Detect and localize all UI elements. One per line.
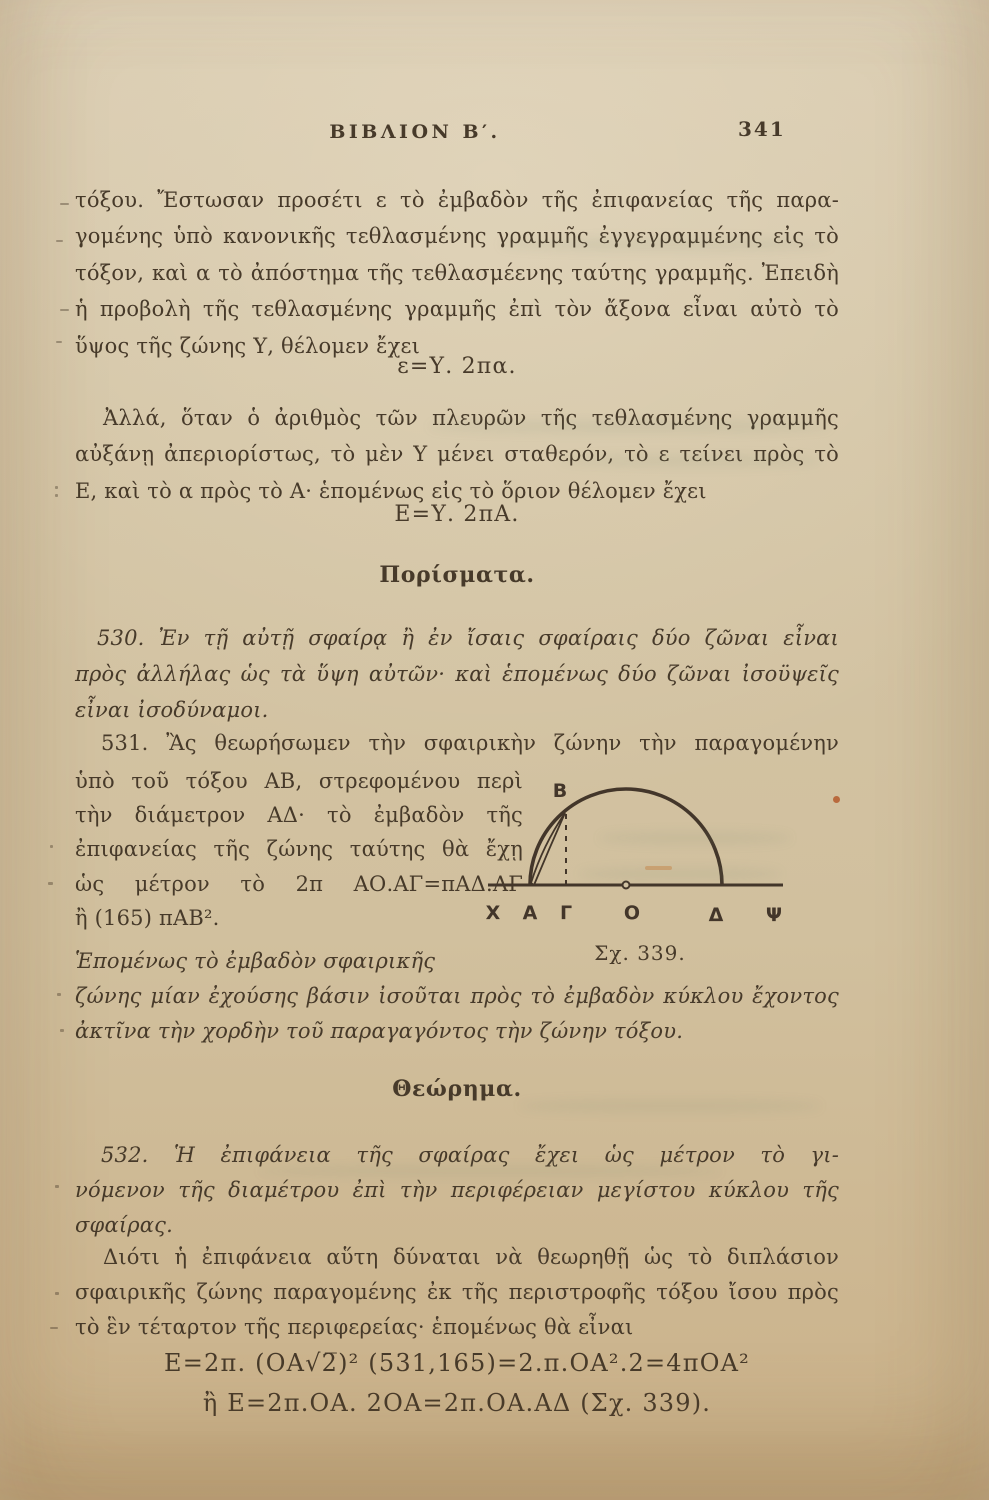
margin-mark (60, 203, 69, 205)
margin-mark (55, 494, 58, 497)
formula-sphere-surface-alt: ἢ Ε=2π.ΟΑ. 2ΟΑ=2π.ΟΑ.ΑΔ (Σχ. 339). (202, 1389, 712, 1417)
formula-zone-limit-lowercase: ε=Υ. 2πα. (397, 354, 517, 379)
paragraph-limit-argument (75, 400, 839, 509)
text-line: τὴν διάμετρον ΑΔ· τὸ ἐμβαδὸν τῆς (75, 803, 523, 828)
text-line: ἡ προβολὴ τῆς τεθλασμένης γραμμῆς ἐπὶ τὸν ἄξονα εἶναι αὐτὸ τὸ (75, 297, 839, 322)
paragraph-continuation (75, 182, 839, 364)
figure-label-x: Χ (485, 902, 501, 924)
paragraph-531-first-line (75, 726, 839, 760)
figure-caption: Σχ. 339. (594, 941, 686, 965)
margin-mark (50, 1327, 58, 1329)
margin-mark (55, 1292, 59, 1295)
text-line: ὡς μέτρον τὸ 2π ΑΟ.ΑΓ=πΑΔ.ΑΓ (75, 871, 523, 896)
margin-mark (57, 993, 61, 996)
text-line: πρὸς ἀλλήλας ὡς τὰ ὕψη αὐτῶν· καὶ ἑπομένως δύο ζῶναι ἰσοϋψεῖς (75, 662, 839, 686)
formula-sphere-surface: Ε=2π. (ΟΑ√2̅)² (531,165)=2.π.ΟΑ².2=4πΟΑ² (164, 1349, 750, 1377)
section-heading-theorem: Θεώρημα. (392, 1076, 522, 1102)
section-heading-corollaries: Πορίσματα. (379, 562, 535, 588)
margin-mark (55, 486, 58, 489)
margin-mark (60, 1029, 64, 1032)
figure-center-point (623, 882, 630, 889)
text-line: 532. Ἡ ἐπιφάνεια τῆς σφαίρας ἔχει ὡς μέτρον τὸ γι- (101, 1143, 839, 1167)
text-line: ἐπιφανείας τῆς ζώνης ταύτης θὰ ἔχῃ (75, 837, 523, 862)
text-line: ἀκτῖνα τὴν χορδὴν τοῦ παραγαγόντος τὴν ζώνην τόξου. (75, 1019, 684, 1044)
text-line: εἶναι ἰσοδύναμοι. (75, 698, 269, 722)
margin-mark (55, 1185, 59, 1188)
text-line: τόξου. Ἔστωσαν προσέτι ε τὸ ἐμβαδὸν τῆς ἐπιφανείας τῆς παρα- (75, 188, 839, 212)
text-line: τὸ ἓν τέταρτον τῆς περιφερείας· ἑπομένως θὰ εἶναι (75, 1315, 634, 1339)
text-line: 531. Ἂς θεωρήσωμεν τὴν σφαιρικὴν ζώνην τὴν παραγομένην (101, 731, 839, 755)
paragraph-531-wrapped (75, 764, 523, 935)
margin-mark (60, 309, 69, 311)
text-line: σφαίρας. (75, 1213, 174, 1238)
text-line: Ε, καὶ τὸ α πρὸς τὸ Α· ἑπομένως εἰς τὸ ὅριον θέλομεν ἔχει (75, 478, 707, 503)
figure-semicircle-diagram (483, 760, 791, 926)
text-line: ὕψος τῆς ζώνης Υ, θέλομεν ἔχει (75, 333, 421, 358)
margin-mark (56, 240, 63, 242)
margin-mark (48, 882, 53, 885)
figure-label-psi: Ψ (765, 904, 783, 926)
text-line: ζώνης μίαν ἐχούσης βάσιν ἰσοῦται πρὸς τὸ ἐμβαδὸν κύκλου ἔχοντος (75, 984, 839, 1008)
figure-label-d: Δ (708, 904, 724, 926)
figure-semicircle-arc (530, 789, 722, 885)
text-line: τόξον, καὶ α τὸ ἀπόστημα τῆς τεθλασμέενης ταύτης γραμμῆς. Ἐπειδὴ (75, 260, 839, 285)
paragraph-proof (75, 1240, 839, 1345)
text-line: Ἀλλά, ὅταν ὁ ἀριθμὸς τῶν πλευρῶν τῆς τεθλασμένης γραμμῆς (103, 406, 839, 430)
page-number: 341 (738, 117, 786, 141)
paragraph-532 (75, 1138, 839, 1244)
margin-mark (56, 341, 62, 343)
text-line: ἢ (165) πΑΒ². (75, 905, 220, 930)
figure-label-g: Γ (559, 902, 573, 924)
ink-speck (833, 796, 840, 803)
paragraph-after-figure (75, 979, 839, 1050)
text-line: νόμενον τῆς διαμέτρου ἐπὶ τὴν περιφέρειαν μεγίστου κύκλου τῆς (75, 1178, 839, 1203)
paragraph-after-figure-first-line (75, 944, 525, 978)
margin-mark (50, 845, 53, 848)
paragraph-530 (75, 620, 839, 728)
text-line: 530. Ἐν τῇ αὐτῇ σφαίρᾳ ἢ ἐν ἴσαις σφαίραις δύο ζῶναι εἶναι (97, 626, 839, 650)
text-line: σφαιρικῆς ζώνης παραγομένης ἐκ τῆς περιστροφῆς τόξου ἴσου πρὸς (75, 1280, 839, 1304)
stain-mark (645, 866, 672, 870)
text-line: ὑπὸ τοῦ τόξου ΑΒ, στρεφομένου περὶ (75, 769, 523, 793)
text-line: γομένης ὑπὸ κανονικῆς τεθλασμένης γραμμῆς ἐγγεγραμμένης εἰς τὸ (75, 224, 839, 249)
figure-label-b: Β (552, 780, 568, 802)
running-header-title: ΒΙΒΛΙΟΝ Β′. (329, 121, 501, 143)
formula-zone-limit-uppercase: Ε=Υ. 2πΑ. (394, 502, 520, 527)
text-line: Διότι ἡ ἐπιφάνεια αὕτη δύναται νὰ θεωρηθῇ ὡς τὸ διπλάσιον (103, 1245, 839, 1269)
figure-label-o: Ο (623, 902, 641, 924)
figure-label-a: Α (522, 902, 538, 924)
text-line: Ἑπομένως τὸ ἐμβαδὸν σφαιρικῆς (75, 949, 436, 973)
text-line: αὐξάνῃ ἀπεριορίστως, τὸ μὲν Υ μένει σταθερόν, τὸ ε τείνει πρὸς τὸ (75, 442, 839, 467)
